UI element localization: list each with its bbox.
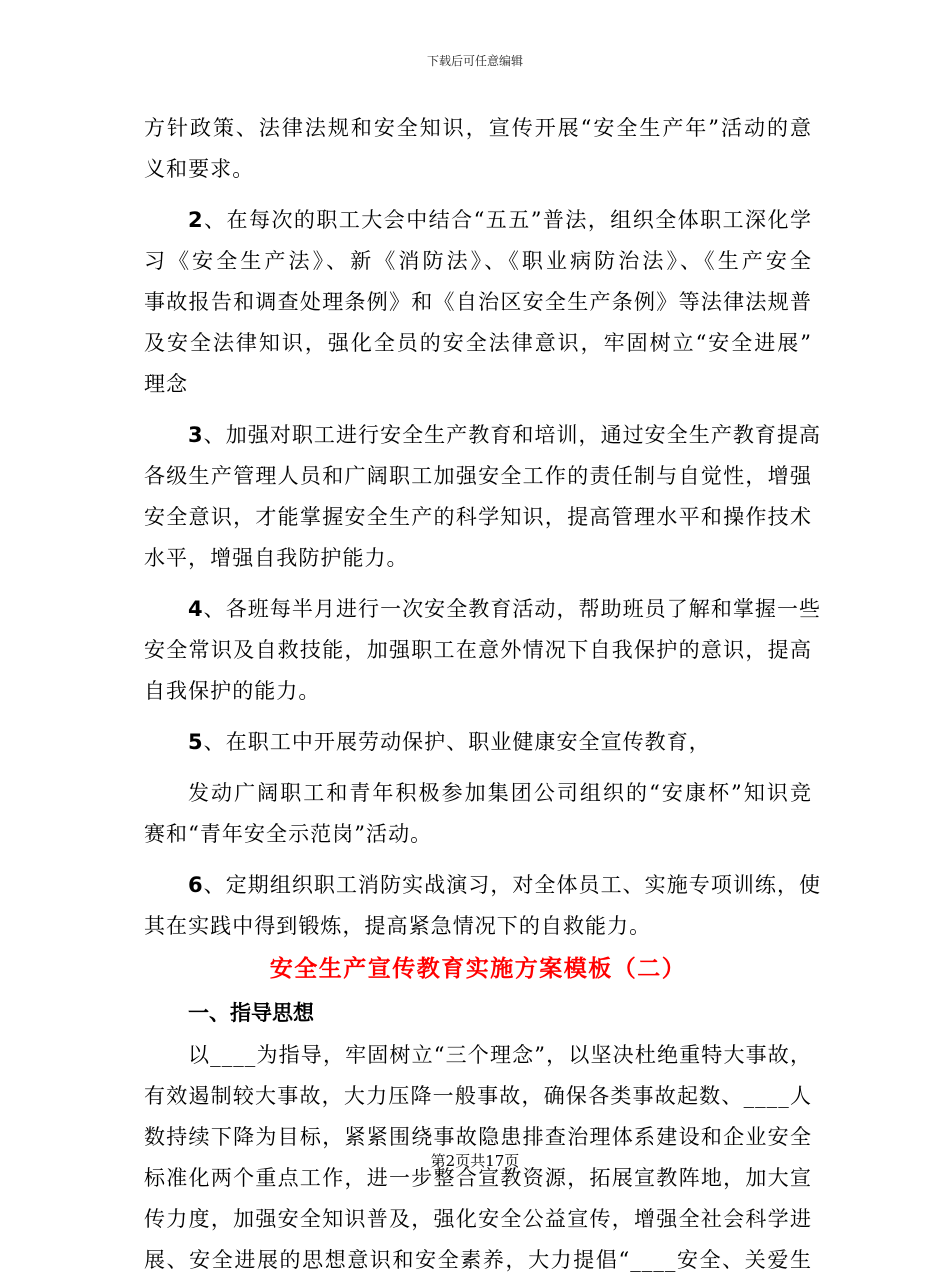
text-line: 各级生产管理人员和广阔职工加强安全工作的责任制与自觉性，增强 [144,464,812,488]
text-segment: 、定期组织职工消防实战演习，对全体员工、实施专项训练，使 [203,873,822,897]
text-line: 标准化两个重点工作，进一步整合宣教资源，拓展宣教阵地，加大宣 [144,1166,812,1190]
item-number: 5 [188,730,204,754]
text-line [144,415,822,456]
text-line: 其在实践中得到锻炼，提高紧急情况下的自救能力。 [144,914,652,938]
section-heading: 一、指导思想 [188,1001,314,1025]
text-line: 及安全法律知识，强化全员的安全法律意识，牢固树立“安全进展” [144,331,812,355]
text-line: 事故报告和调查处理条例》和《自治区安全生产条例》等法律法规普 [144,290,812,314]
text-line [144,589,822,630]
item-number: 3 [188,423,204,447]
text-line: 有效遏制较大事故，大力压降一般事故，确保各类事故起数、____人 [144,1084,812,1108]
page-header: 下载后可任意编辑 [426,54,523,68]
text-segment: 、加强对职工进行安全生产教育和培训，通过安全生产教育提高 [203,423,822,447]
document-body [144,108,822,1281]
text-line: 传力度，加强安全知识普及，强化安全公益宣传，增强全社会科学进 [144,1207,812,1231]
item-number: 2 [188,208,204,232]
text-line: 赛和“青年安全示范岗”活动。 [144,822,433,846]
text-line [144,865,822,906]
paragraph-1 [144,108,812,190]
text-segment: 、在每次的职工大会中结合“五五”普法，组织全体职工深化学 [203,208,812,232]
text-line: 以____为指导，牢固树立“三个理念”，以坚决杜绝重特大事故， [188,1043,812,1067]
text-line [144,722,812,763]
text-line: 安全意识，才能掌握安全生产的科学知识，提高管理水平和操作技术 [144,505,812,529]
paragraph-continuation [144,773,812,855]
text-line: 水平，增强自我防护能力。 [144,546,409,570]
item-number: 4 [188,597,204,621]
text-line: 发动广阔职工和青年积极参加集团公司组织的“安康杯”知识竞 [188,781,812,805]
paragraph-item-3 [144,415,822,579]
paragraph-item-5 [144,722,812,763]
text-line: 理念 [144,372,189,396]
paragraph-item-6 [144,865,822,947]
text-line: 展、安全进展的思想意识和安全素养，大力提倡“____安全、关爱生 [144,1248,812,1272]
text-line: 方针政策、法律法规和安全知识，宣传开展“安全生产年”活动的意 [144,116,812,140]
text-line: 数持续下降为目标，紧紧围绕事故隐患排查治理体系建设和企业安全 [144,1125,812,1149]
paragraph-item-4 [144,589,822,712]
text-segment: 、在职工中开展劳动保护、职业健康安全宣传教育， [203,730,711,754]
text-line: 自我保护的能力。 [144,679,321,703]
section-title: 安全生产宣传教育实施方案模板（二） [269,956,687,982]
page-number: 第2页共17页 [430,1152,520,1170]
text-line [144,200,812,241]
paragraph-item-2 [144,200,812,405]
item-number: 6 [188,873,204,897]
text-line: 安全常识及自救技能，加强职工在意外情况下自我保护的意识，提高 [144,638,812,662]
text-line: 习《安全生产法》、新《消防法》、《职业病防治法》、《生产安全 [144,249,812,273]
text-segment: 、各班每半月进行一次安全教育活动，帮助班员了解和掌握一些 [203,597,822,621]
text-line: 义和要求。 [144,157,255,181]
